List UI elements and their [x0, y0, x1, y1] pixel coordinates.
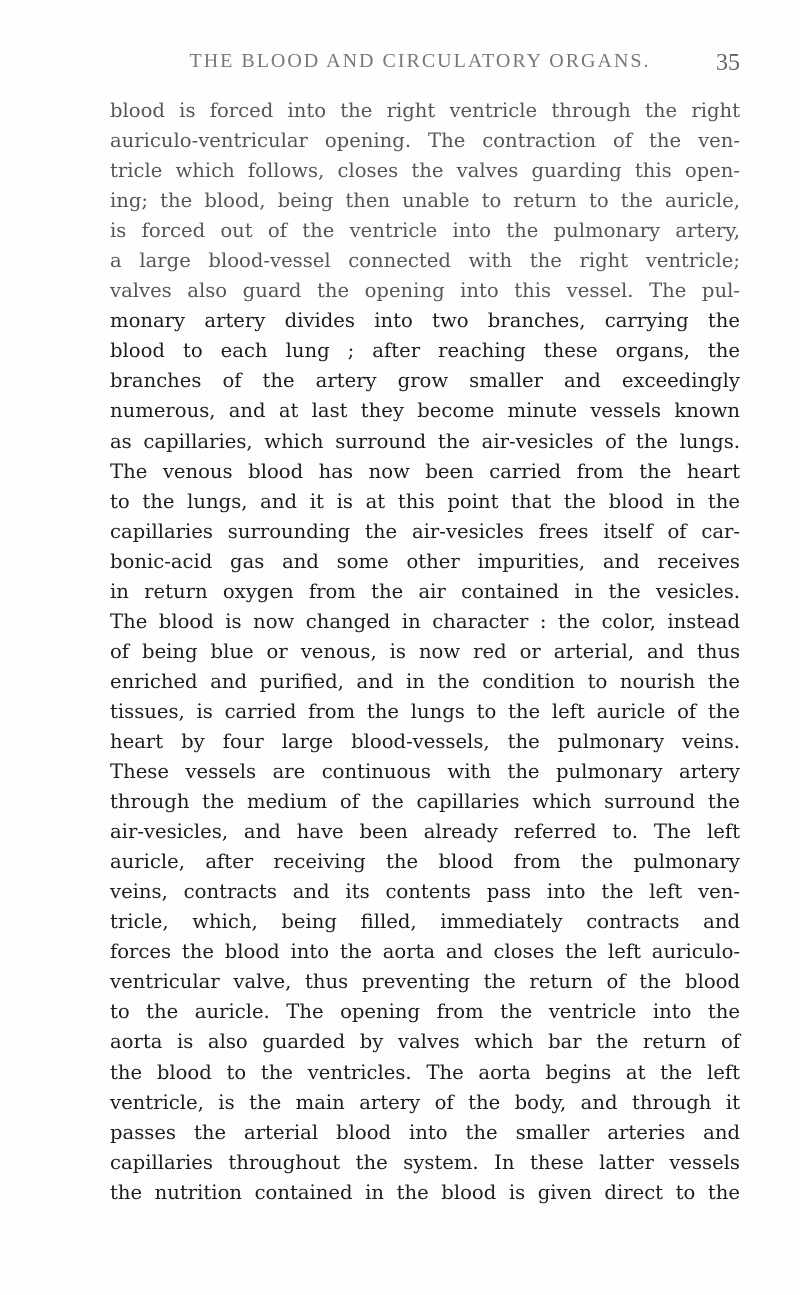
text-line: numerous, and at last they become minute vessels known [110, 399, 740, 423]
text-line: blood is forced into the right ventricle through the right [110, 99, 740, 122]
text-line: heart by four large blood-vessels, the pulmonary veins. [110, 729, 740, 753]
body-text [110, 96, 740, 1208]
text-line: aorta is also guarded by valves which bar the return of [110, 1030, 740, 1054]
text-line: ing; the blood, being then unable to return to the auricle, [110, 189, 740, 213]
running-title: THE BLOOD AND CIRCULATORY ORGANS. [189, 50, 651, 72]
text-line: blood to each lung ; after reaching these organs, the [110, 339, 740, 363]
text-line: monary artery divides into two branches, carrying the [110, 309, 740, 333]
text-line: forces the blood into the aorta and closes the left auriculo- [110, 940, 740, 964]
text-line: veins, contracts and its contents pass into the left ven- [110, 880, 740, 904]
text-line: ventricular valve, thus preventing the return of the blood [110, 970, 740, 994]
text-line: the nutrition contained in the blood is given direct to the [110, 1180, 740, 1204]
text-line: capillaries surrounding the air-vesicles frees itself of car- [110, 519, 740, 543]
text-line: as capillaries, which surround the air-vesicles of the lungs. [110, 429, 740, 453]
text-line: in return oxygen from the air contained in the vesicles. [110, 579, 740, 603]
text-line: a large blood-vessel connected with the right ventricle; [110, 249, 740, 273]
text-line: capillaries throughout the system. In these latter vessels [110, 1150, 740, 1174]
text-line: through the medium of the capillaries which surround the [110, 790, 740, 814]
text-line: bonic-acid gas and some other impurities, and receives [110, 549, 740, 573]
text-line: to the auricle. The opening from the ventricle into the [110, 1000, 740, 1024]
text-line: auricle, after receiving the blood from the pulmonary [110, 850, 740, 874]
text-line: ventricle, is the main artery of the body, and through it [110, 1090, 740, 1114]
text-line: is forced out of the ventricle into the pulmonary artery, [110, 219, 740, 243]
text-line: The venous blood has now been carried from the heart [110, 459, 740, 483]
text-line: tissues, is carried from the lungs to the left auricle of the [110, 699, 740, 723]
text-line: of being blue or venous, is now red or arterial, and thus [110, 639, 740, 663]
text-line: auriculo-ventricular opening. The contraction of the ven- [110, 129, 740, 153]
text-line: tricle which follows, closes the valves guarding this open- [110, 159, 740, 183]
text-line: the blood to the ventricles. The aorta begins at the left [110, 1060, 740, 1084]
text-line: These vessels are continuous with the pulmonary artery [110, 760, 740, 784]
text-line: tricle, which, being filled, immediately contracts and [110, 910, 740, 934]
text-line: passes the arterial blood into the smaller arteries and [110, 1120, 740, 1144]
text-line: valves also guard the opening into this vessel. The pul- [110, 279, 740, 303]
text-line: enriched and purified, and in the condition to nourish the [110, 669, 740, 693]
text-line: air-vesicles, and have been already referred to. The left [110, 820, 740, 844]
text-line: branches of the artery grow smaller and exceedingly [110, 369, 740, 393]
text-line: The blood is now changed in character : the color, instead [110, 609, 740, 633]
text-line: to the lungs, and it is at this point that the blood in the [110, 489, 740, 513]
page-number: 35 [716, 50, 740, 76]
running-head [100, 50, 740, 90]
